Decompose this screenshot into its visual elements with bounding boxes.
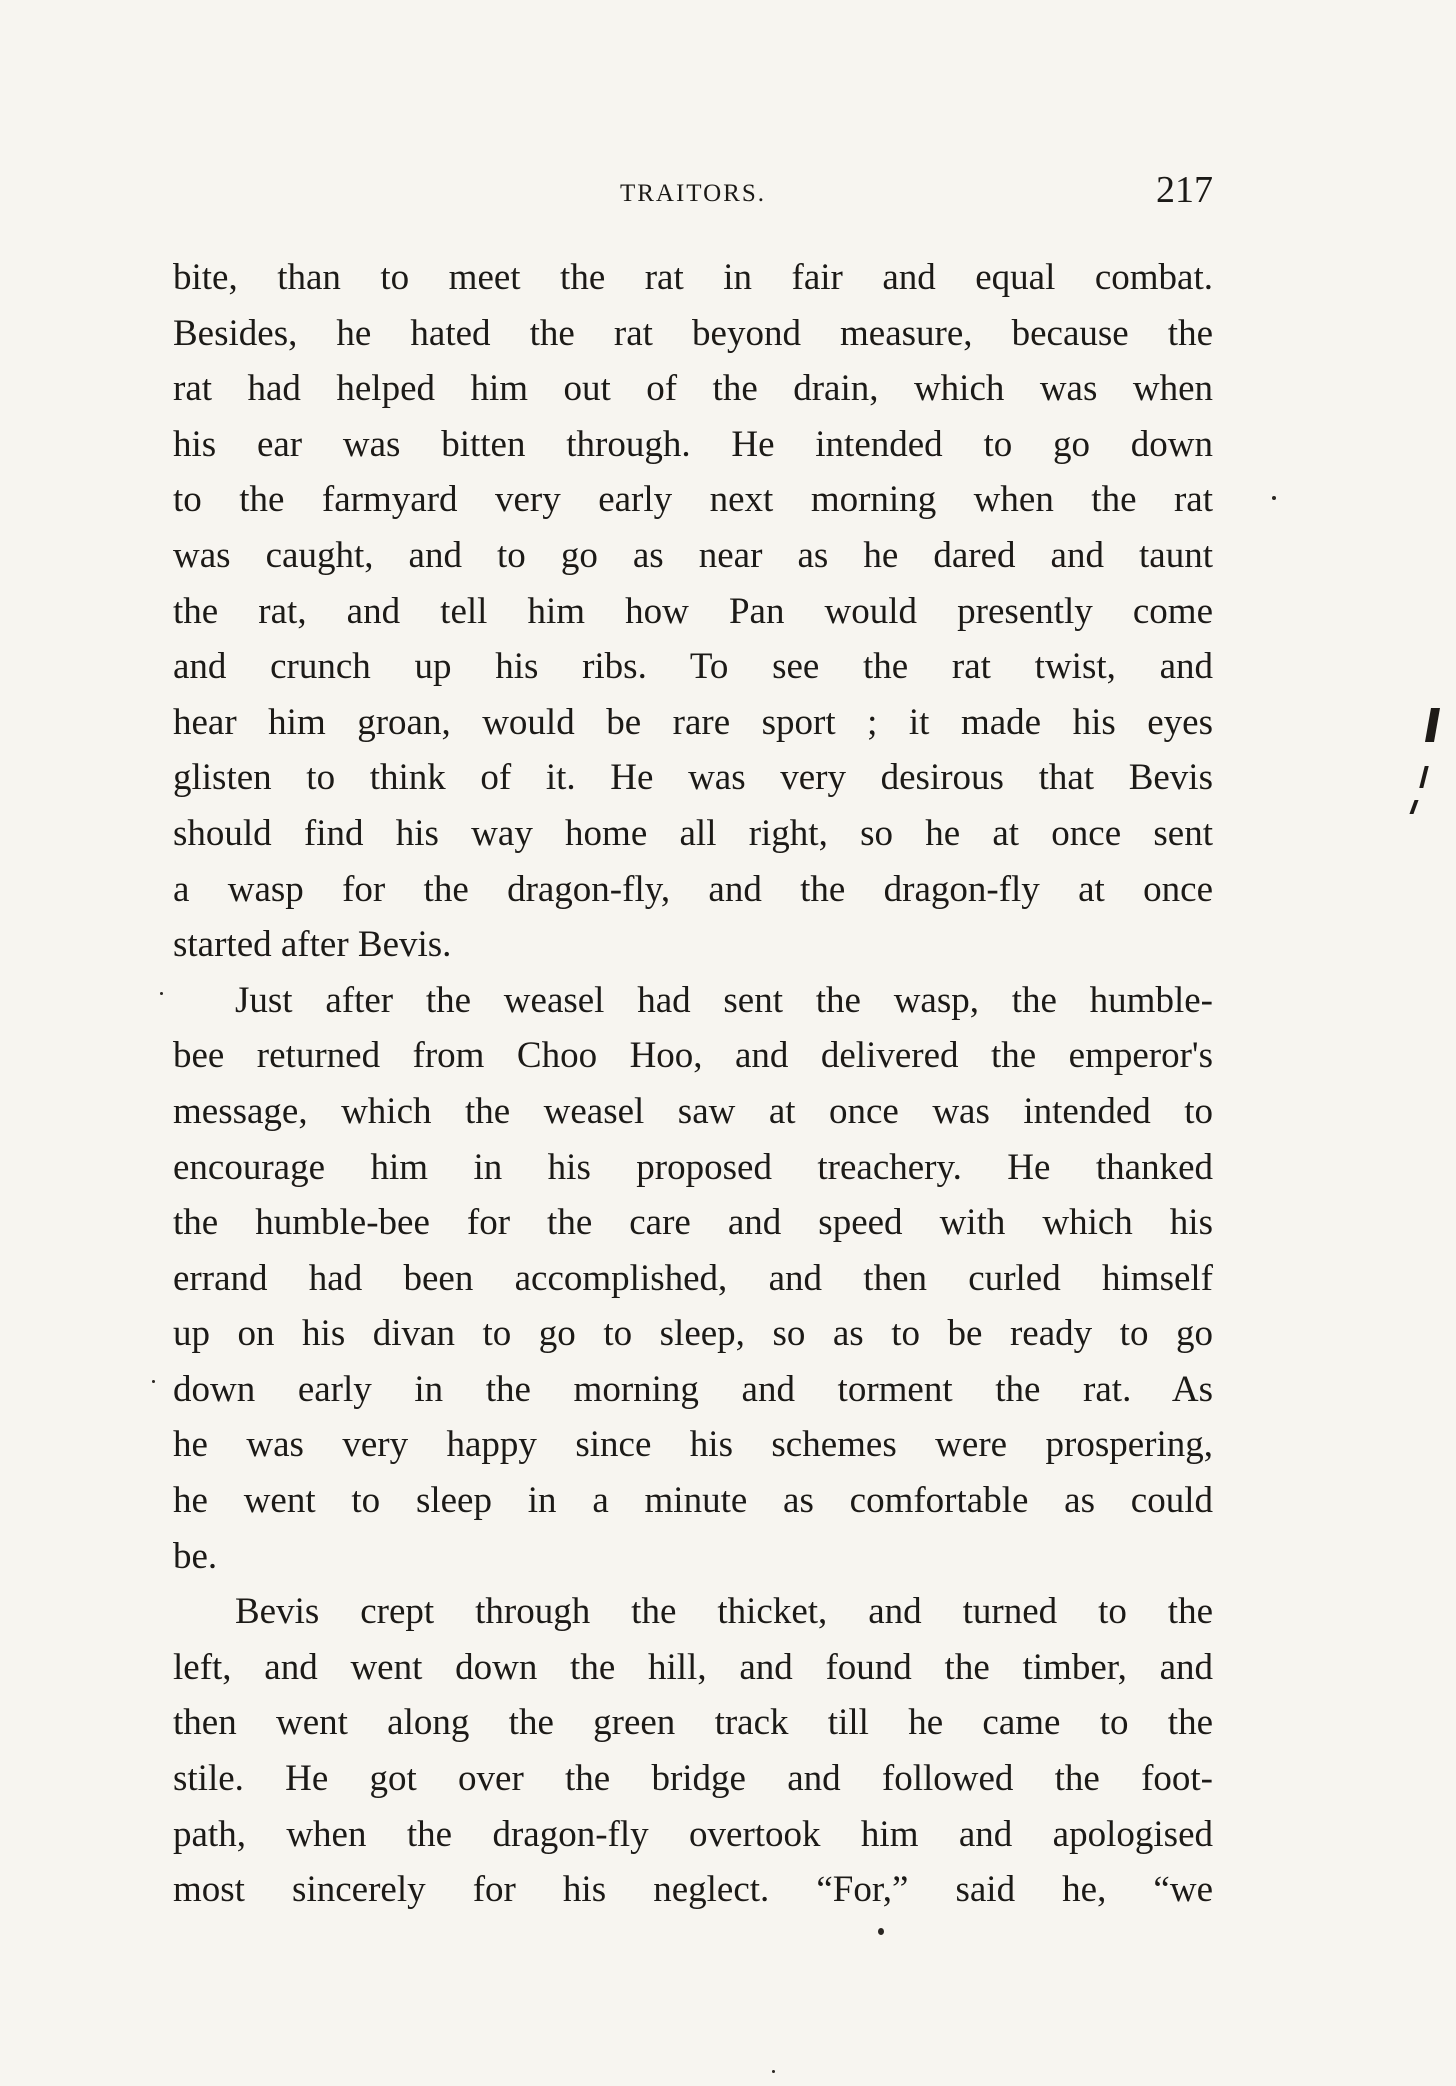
text-line: hear him groan, would be rare sport ; it made his eyes	[173, 701, 1213, 743]
text-line: bee returned from Choo Hoo, and delivered the emperor's	[173, 1035, 1213, 1077]
text-line: glisten to think of it. He was very desirous that Bevis	[173, 757, 1213, 799]
text-line: down early in the morning and torment the rat. As	[173, 1368, 1213, 1410]
text-line: Bevis crept through the thicket, and turned to the	[235, 1591, 1213, 1633]
page-number: 217	[1156, 169, 1213, 211]
text-line: to the farmyard very early next morning when the rat	[173, 479, 1213, 521]
ink-speck	[152, 1380, 155, 1383]
text-line: Besides, he hated the rat beyond measure, because the	[173, 312, 1213, 354]
text-line: stile. He got over the bridge and followed the foot-	[173, 1758, 1213, 1800]
text-line: left, and went down the hill, and found the timber, and	[173, 1646, 1213, 1688]
text-line: most sincerely for his neglect. “For,” said he, “we	[173, 1869, 1213, 1911]
text-line: message, which the weasel saw at once was intended to	[173, 1090, 1213, 1132]
ink-speck	[160, 992, 163, 995]
ink-speck	[1272, 496, 1276, 500]
text-line: the humble-bee for the care and speed with which his	[173, 1202, 1213, 1244]
text-line: started after Bevis.	[173, 924, 452, 966]
text-line: should find his way home all right, so he at once sent	[173, 812, 1213, 854]
text-line: a wasp for the dragon-fly, and the dragon-fly at once	[173, 868, 1213, 910]
text-line: the rat, and tell him how Pan would presently come	[173, 590, 1213, 632]
text-line: and crunch up his ribs. To see the rat twist, and	[173, 646, 1213, 688]
text-line: he went to sleep in a minute as comfortable as could	[173, 1480, 1213, 1522]
text-line: errand had been accomplished, and then curled himself	[173, 1257, 1213, 1299]
text-line: Just after the weasel had sent the wasp, the humble-	[235, 979, 1213, 1021]
text-line: path, when the dragon-fly overtook him and apologised	[173, 1813, 1213, 1855]
running-head	[173, 168, 1213, 228]
text-line: bite, than to meet the rat in fair and equal combat.	[173, 257, 1213, 298]
running-title: TRAITORS.	[619, 180, 767, 207]
ink-speck	[772, 2070, 775, 2073]
ink-blot-mark	[1425, 708, 1440, 742]
text-line: encourage him in his proposed treachery. He thanked	[173, 1146, 1213, 1188]
text-line: be.	[173, 1535, 218, 1577]
text-line: then went along the green track till he came to the	[173, 1702, 1213, 1744]
text-line: up on his divan to go to sleep, so as to be ready to go	[173, 1313, 1213, 1355]
ink-blot-mark	[1409, 800, 1418, 814]
body-text	[173, 250, 1213, 1918]
text-line: rat had helped him out of the drain, which was when	[173, 368, 1213, 410]
text-line: his ear was bitten through. He intended to go down	[173, 423, 1213, 465]
text-line: was caught, and to go as near as he dared and taunt	[173, 534, 1213, 576]
text-line: he was very happy since his schemes were prospering,	[173, 1424, 1213, 1466]
ink-blot-mark	[1419, 766, 1428, 788]
ink-speck	[878, 1928, 884, 1935]
